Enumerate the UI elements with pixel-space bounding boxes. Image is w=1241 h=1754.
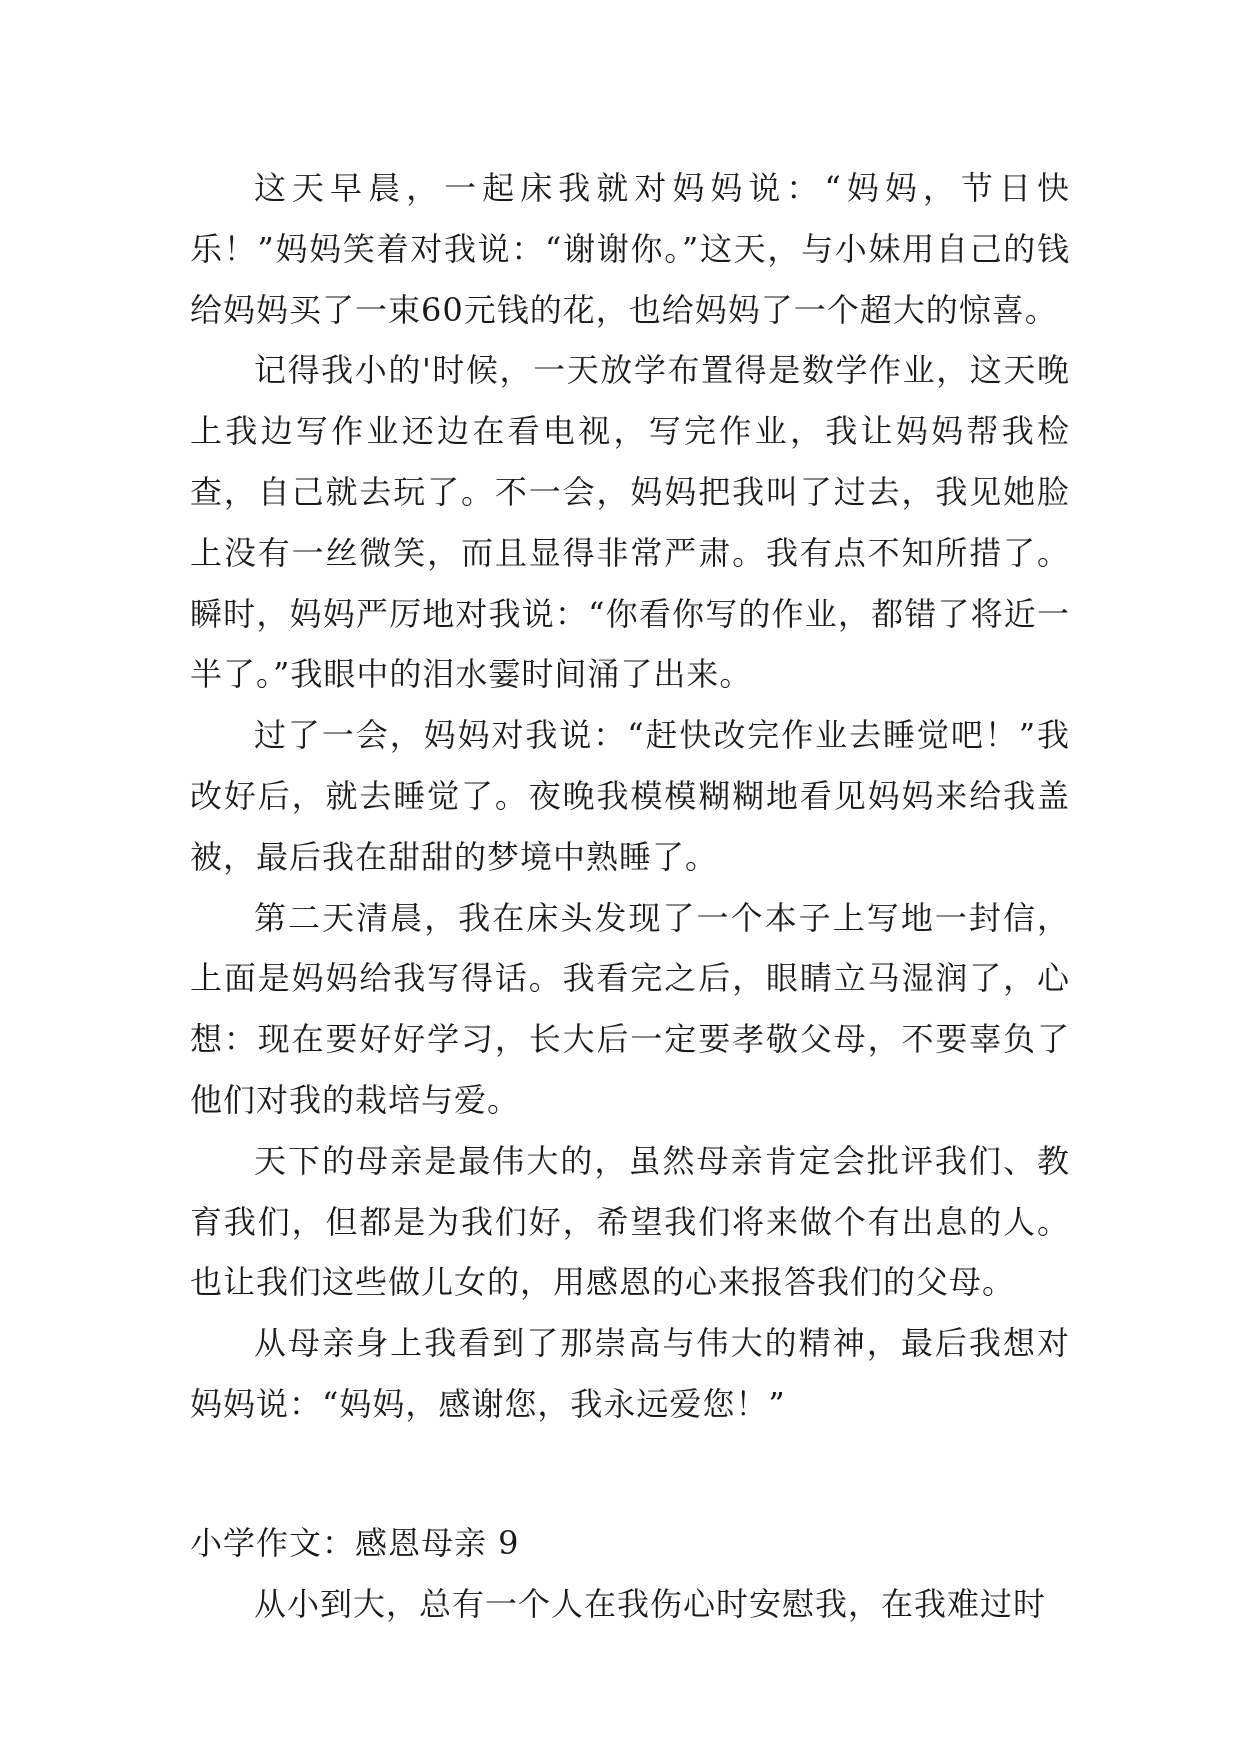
paragraph: 记得我小的'时候，一天放学布置得是数学作业，这天晚上我边写作业还边在看电视，写完作业，我让妈妈帮我检查，自己就去玩了。不一会，妈妈把我叫了过去，我见她脸上没有一丝微笑，而且显得非常严肃。我有点不知所措了。瞬时，妈妈严厉地对我说：“你看你写的作业，都错了将近一半了。”我眼中的泪水霎时间涌了出来。: [190, 351, 1070, 694]
paragraph: 过了一会，妈妈对我说：“赶快改完作业去睡觉吧！”我改好后，就去睡觉了。夜晚我模模糊糊地看见妈妈来给我盖被，最后我在甜甜的梦境中熟睡了。: [190, 716, 1070, 876]
section-title: 小学作文：感恩母亲 9: [190, 1523, 520, 1562]
paragraph: 天下的母亲是最伟大的，虽然母亲肯定会批评我们、教育我们，但都是为我们好，希望我们将来做个有出息的人。也让我们这些做儿女的，用感恩的心来报答我们的父母。: [190, 1141, 1070, 1302]
paragraph: 从小到大，总有一个人在我伤心时安慰我，在我难过时: [254, 1584, 1047, 1623]
paragraph: 第二天清晨，我在床头发现了一个本子上写地一封信，上面是妈妈给我写得话。我看完之后，眼睛立马湿润了，心想：现在要好好学习，长大后一定要孝敬父母，不要辜负了他们对我的栽培与爱。: [190, 898, 1070, 1119]
paragraph: 这天早晨，一起床我就对妈妈说：“妈妈，节日快乐！”妈妈笑着对我说：“谢谢你。”这天，与小妹用自己的钱给妈妈买了一束60元钱的花，也给妈妈了一个超大的惊喜。: [190, 169, 1070, 329]
document-body: [190, 158, 1070, 1634]
paragraph: 从母亲身上我看到了那崇高与伟大的精神，最后我想对妈妈说：“妈妈，感谢您，我永远爱您！”: [190, 1324, 1070, 1423]
